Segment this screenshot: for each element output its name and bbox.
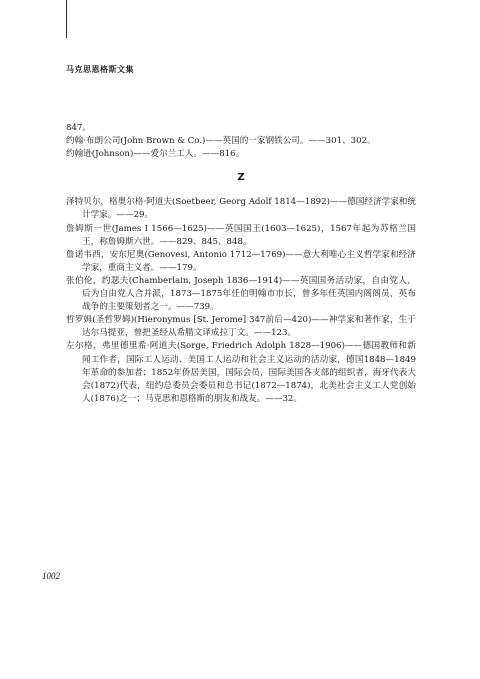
section-letter: Z <box>237 172 245 184</box>
index-entry: 哲罗姆(圣哲罗姆)(Hieronymus [St. Jerome] 347前后—420)——神学家和著作家，生于达尔马提亚，曾把圣经从希腊文译成拉丁文。——123。 <box>66 315 416 339</box>
index-entry: 詹诺韦西，安东尼奥(Genovesi, Antonio 1712—1769)——意大利唯心主义哲学家和经济学家，重商主义者。——179。 <box>66 249 416 273</box>
index-entry: 约翰·布朗公司(John Brown & Co.)——英国的一家钢铁公司。——301、302。 <box>66 136 376 147</box>
running-head: 马克思恩格斯文集 <box>66 65 134 74</box>
page-number: 1002 <box>42 571 60 581</box>
index-entry: 泽特贝尔，格奥尔格·阿道夫(Soetbeer, Georg Adolf 1814—1892)——德国经济学家和统计学家。——29。 <box>66 197 416 221</box>
index-entry: 张伯伦，约瑟夫(Chamberlain, Joseph 1836—1914)——英国国务活动家，自由党人，后为自由党人合并派，1873—1875年任伯明翰市市长，曾多年任英国内阁阁员，英布战争的主要策划者之一。——739。 <box>66 275 416 313</box>
index-entry: 左尔格，弗里德里希·阿道夫(Sorge, Friedrich Adolph 1828—1906)——德国教师和新闻工作者，国际工人运动、美国工人运动和社会主义运动的活动家，德国1848—1849年革命的参加者；1852年侨居美国，国际会员，国际美国各支部的组织者，海牙代表大会(1872)代表，纽约总委员会委员和总书记(1872—1874)，北美社会主义工人党创始人(1876)之一；马克思和恩格斯的朋友和战友。——32。 <box>66 341 416 404</box>
index-entry: 詹姆斯一世(James I 1566—1625)——英国国王(1603—1625)，1567年起为苏格兰国王，称詹姆斯六世。——829、845、848。 <box>66 223 416 247</box>
index-entry-continuation: 847。 <box>66 123 91 133</box>
index-entry: 约翰逊(Johnson)——爱尔兰工人。——816。 <box>66 149 245 160</box>
margin-rule <box>66 0 67 38</box>
index-content <box>66 122 416 406</box>
